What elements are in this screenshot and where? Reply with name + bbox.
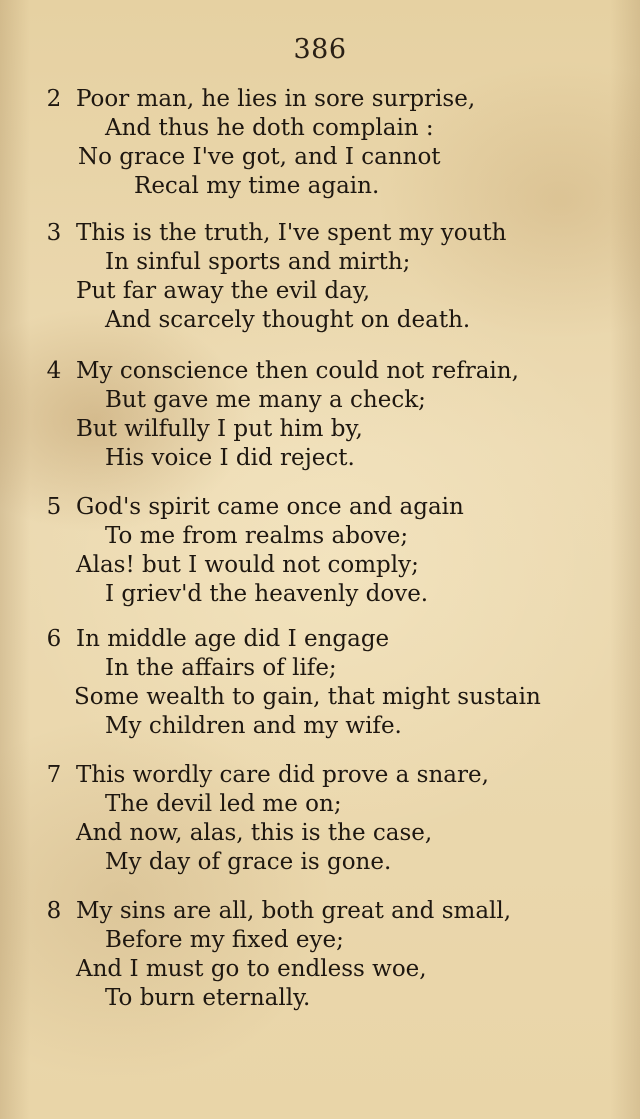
verse-line: And now, alas, this is the case, <box>76 820 433 846</box>
verse-line: My day of grace is gone. <box>105 849 392 875</box>
verse-line: In sinful sports and mirth; <box>105 249 411 275</box>
verse-line: God's spirit came once and again <box>76 494 464 520</box>
verse-number: 5 <box>46 494 62 520</box>
verse-line: My conscience then could not refrain, <box>76 358 519 384</box>
verse-line: This is the truth, I've spent my youth <box>76 220 507 246</box>
verse-line: Poor man, he lies in sore surprise, <box>76 86 476 112</box>
verse-line: Before my fixed eye; <box>105 927 344 953</box>
verse-line: But gave me many a check; <box>105 387 426 413</box>
verse-line: And scarcely thought on death. <box>105 307 471 333</box>
page-number: 386 <box>293 34 347 65</box>
verse-line: The devil led me on; <box>105 791 342 817</box>
verse-line: Put far away the evil day, <box>76 278 371 304</box>
verse-line: Some wealth to gain, that might sustain <box>74 684 541 710</box>
verse-line: Recal my time again. <box>134 173 380 199</box>
verse-line: In the affairs of life; <box>105 655 337 681</box>
verse-line: Alas! but I would not comply; <box>76 552 419 578</box>
verse-line: And I must go to endless woe, <box>76 956 427 982</box>
verse-line: To burn eternally. <box>105 985 311 1011</box>
verse-line: My children and my wife. <box>105 713 402 739</box>
verse-line: In middle age did I engage <box>76 626 390 652</box>
verse-line: To me from realms above; <box>105 523 409 549</box>
verse-line: This wordly care did prove a snare, <box>76 762 489 788</box>
verse-number: 3 <box>46 220 62 246</box>
verse-number: 4 <box>46 358 62 384</box>
verse-line: I griev'd the heavenly dove. <box>105 581 429 607</box>
verse-number: 8 <box>46 898 62 924</box>
verse-line: My sins are all, both great and small, <box>76 898 512 924</box>
verse-number: 2 <box>46 86 62 112</box>
verse-line: And thus he doth complain : <box>105 115 434 141</box>
verse-line: But wilfully I put him by, <box>76 416 363 442</box>
verse-line: No grace I've got, and I cannot <box>78 144 441 170</box>
verse-line: His voice I did reject. <box>105 445 355 471</box>
verse-number: 7 <box>46 762 62 788</box>
verse-number: 6 <box>46 626 62 652</box>
